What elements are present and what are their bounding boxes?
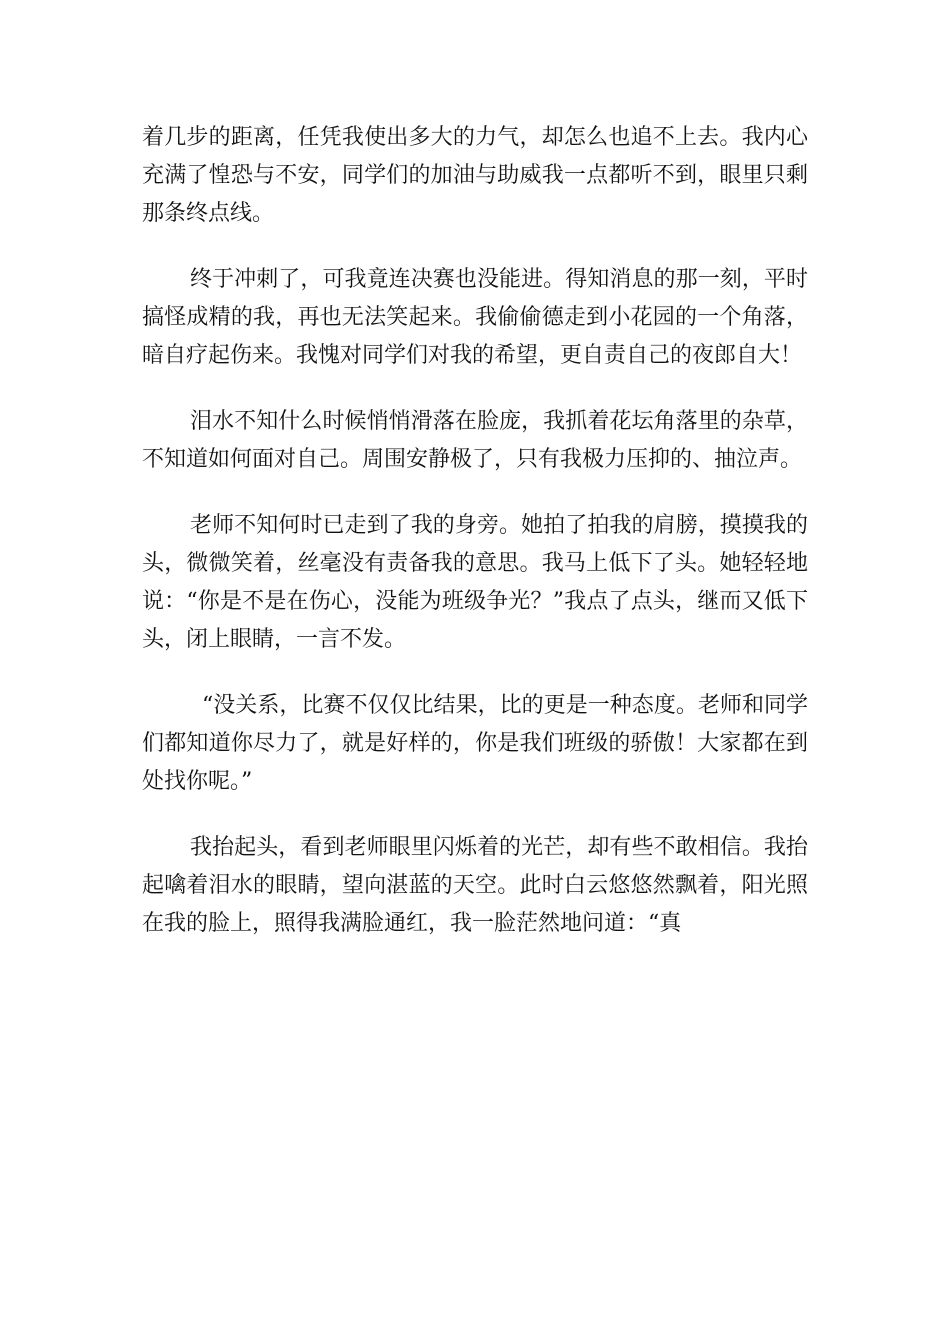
paragraph-sprint: 终于冲刺了，可我竟连决赛也没能进。得知消息的那一刻，平时搞怪成精的我，再也无法笑起来。我偷偷德走到小花园的一个角落，暗自疗起伤来。我愧对同学们对我的希望，更自责自己的夜郎自大！ bbox=[142, 267, 808, 368]
paragraph-teacher: 老师不知何时已走到了我的身旁。她拍了拍我的肩膀，摸摸我的头，微微笑着，丝毫没有责备我的意思。我马上低下了头。她轻轻地说：“你是不是在伤心，没能为班级争光？”我点了点头，继而又低下头，闭上眼睛，一言不发。 bbox=[142, 513, 808, 652]
paragraph-sky: 我抬起头，看到老师眼里闪烁着的光芒，却有些不敢相信。我抬起噙着泪水的眼睛，望向湛蓝的天空。此时白云悠悠然飘着，阳光照在我的脸上，照得我满脸通红，我一脸茫然地问道：“真 bbox=[142, 835, 808, 936]
essay-body bbox=[142, 119, 808, 943]
paragraph-continued: 着几步的距离，任凭我使出多大的力气，却怎么也追不上去。我内心充满了惶恐与不安，同学们的加油与助威我一点都听不到，眼里只剩那条终点线。 bbox=[142, 125, 808, 226]
paragraph-encouragement: “没关系，比赛不仅仅比结果，比的更是一种态度。老师和同学们都知道你尽力了，就是好样的，你是我们班级的骄傲！大家都在到处找你呢。” bbox=[142, 693, 808, 794]
paragraph-tears: 泪水不知什么时候悄悄滑落在脸庞，我抓着花坛角落里的杂草，不知道如何面对自己。周围安静极了，只有我极力压抑的、抽泣声。 bbox=[142, 409, 808, 472]
